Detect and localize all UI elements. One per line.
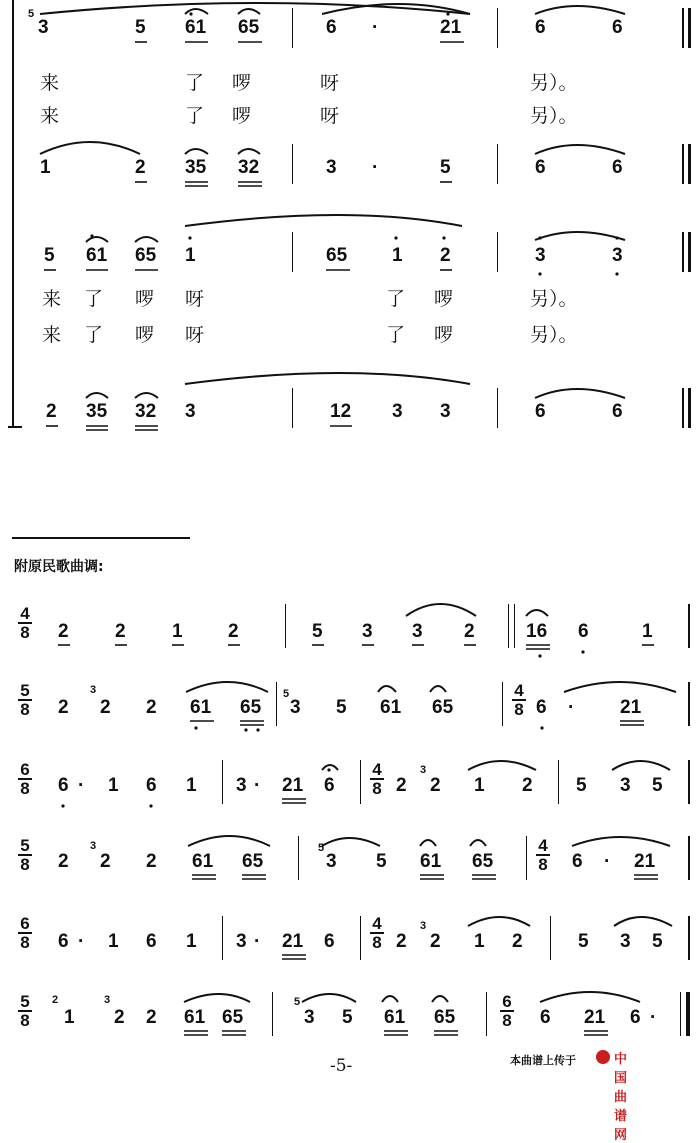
note: 12: [330, 401, 352, 422]
note: 65: [326, 245, 348, 266]
note: 5: [440, 157, 451, 178]
lyric: 呀: [185, 288, 205, 310]
lyric: 了: [185, 72, 205, 94]
note: 3: [440, 401, 451, 422]
logo-icon: [596, 1050, 610, 1064]
note: 1: [474, 775, 485, 796]
note: 2: [100, 851, 111, 872]
grace-note: 3: [420, 920, 427, 932]
note: 2: [512, 931, 523, 952]
note: 5: [336, 697, 347, 718]
note: 5: [576, 775, 587, 796]
note: 2: [396, 931, 407, 952]
time-signature: 5 8: [18, 683, 32, 717]
time-signature: 4 8: [512, 683, 526, 717]
grace-note: 5: [294, 996, 301, 1008]
note: 6: [612, 157, 623, 178]
note: 35: [86, 401, 108, 422]
grace-note: 5: [283, 688, 290, 700]
lyric: 另）。: [530, 324, 578, 346]
note: 1: [642, 621, 653, 642]
lyric: 啰: [434, 288, 454, 310]
note: 65: [238, 17, 260, 38]
note: 35: [185, 157, 207, 178]
note: 2: [135, 157, 146, 178]
note: 1: [186, 775, 197, 796]
note: 65: [432, 697, 454, 718]
note: 6: [536, 697, 547, 718]
note: 3: [290, 697, 301, 718]
note: 3: [535, 245, 546, 266]
note: 32: [135, 401, 157, 422]
note: 2: [146, 1007, 157, 1028]
note: 21: [282, 775, 304, 796]
note: 1: [186, 931, 197, 952]
note: 6: [630, 1007, 641, 1028]
note: 2: [146, 697, 157, 718]
dot: ·: [254, 931, 261, 952]
lyric: 来: [40, 105, 60, 127]
note: 6: [146, 931, 157, 952]
dot: ·: [372, 157, 379, 178]
note: 5: [44, 245, 55, 266]
dot: ·: [604, 851, 611, 872]
note: 2: [58, 621, 69, 642]
lyric: 啰: [434, 324, 454, 346]
note: 6: [58, 775, 69, 796]
note: 2: [114, 1007, 125, 1028]
note: 2: [228, 621, 239, 642]
note: 21: [584, 1007, 606, 1028]
lyric: 啰: [135, 324, 155, 346]
dot: ·: [78, 931, 85, 952]
note: 21: [634, 851, 656, 872]
note: 6: [146, 775, 157, 796]
note: 6: [58, 931, 69, 952]
note: 3: [392, 401, 403, 422]
note: 3: [612, 245, 623, 266]
note: 1: [474, 931, 485, 952]
note: 5: [312, 621, 323, 642]
lyric: 来: [42, 288, 62, 310]
note: 1: [392, 245, 403, 266]
note: 61: [86, 245, 108, 266]
note: 2: [58, 851, 69, 872]
lyric: 来: [42, 324, 62, 346]
time-signature: 6 8: [18, 762, 32, 796]
note: 6: [535, 17, 546, 38]
note: 61: [192, 851, 214, 872]
note: 3: [326, 851, 337, 872]
dot: ·: [78, 775, 85, 796]
note: 3: [620, 775, 631, 796]
note: 2: [396, 775, 407, 796]
note: 21: [282, 931, 304, 952]
grace-note: 2: [52, 994, 59, 1006]
note: 61: [190, 697, 212, 718]
note: 6: [572, 851, 583, 872]
lyric: 来: [40, 72, 60, 94]
lyric: 另）。: [530, 72, 578, 94]
note: 5: [135, 17, 146, 38]
note: 6: [324, 775, 335, 796]
note: 5: [578, 931, 589, 952]
logo-text: 中国曲谱网: [614, 1052, 628, 1143]
time-signature: 6 8: [500, 994, 514, 1028]
note: 2: [46, 401, 57, 422]
note: 5: [376, 851, 387, 872]
note: 61: [380, 697, 402, 718]
time-signature: 6 8: [18, 916, 32, 950]
lyric: 另）。: [530, 105, 578, 127]
note: 6: [540, 1007, 551, 1028]
note: 32: [238, 157, 260, 178]
grace-note: 3: [90, 684, 97, 696]
note: 2: [430, 931, 441, 952]
grace-note: 5: [318, 842, 325, 854]
note: 2: [522, 775, 533, 796]
grace-note: 3: [420, 764, 427, 776]
lyric: 另）。: [530, 288, 578, 310]
note: 3: [236, 775, 247, 796]
note: 6: [326, 17, 337, 38]
time-signature: 5 8: [18, 994, 32, 1028]
note: 3: [362, 621, 373, 642]
lyric: 了: [84, 324, 104, 346]
lyric: 了: [185, 105, 205, 127]
note: 5: [342, 1007, 353, 1028]
grace-note: 3: [104, 994, 111, 1006]
time-signature: 4 8: [536, 838, 550, 872]
note: 3: [326, 157, 337, 178]
note: 65: [472, 851, 494, 872]
note: 65: [222, 1007, 244, 1028]
lyric: 啰: [232, 72, 252, 94]
note: 6: [612, 17, 623, 38]
note: 6: [535, 157, 546, 178]
note: 65: [434, 1007, 456, 1028]
note: 6: [612, 401, 623, 422]
appendix-heading: 附原民歌曲调:: [14, 559, 104, 575]
note: 6: [578, 621, 589, 642]
note: 3: [304, 1007, 315, 1028]
note: 3: [620, 931, 631, 952]
dot: ·: [372, 17, 379, 38]
note: 65: [135, 245, 157, 266]
note: 21: [620, 697, 642, 718]
note: 2: [430, 775, 441, 796]
note: 61: [185, 17, 207, 38]
dot: ·: [650, 1007, 657, 1028]
dot: ·: [568, 697, 575, 718]
time-signature: 5 8: [18, 838, 32, 872]
note: 5: [652, 931, 663, 952]
lyric: 啰: [232, 105, 252, 127]
grace-note: 3: [90, 840, 97, 852]
note: 5: [652, 775, 663, 796]
note: 65: [242, 851, 264, 872]
note: 1: [64, 1007, 75, 1028]
grace-note: 5: [28, 8, 35, 20]
lyric: 呀: [320, 105, 340, 127]
note: 61: [384, 1007, 406, 1028]
upload-credit: 本曲谱上传于: [510, 1054, 576, 1067]
lyric: 了: [386, 324, 406, 346]
note: 1: [108, 775, 119, 796]
note: 2: [464, 621, 475, 642]
note: 2: [58, 697, 69, 718]
dot: ·: [254, 775, 261, 796]
note: 65: [240, 697, 262, 718]
note: 16: [526, 621, 548, 642]
note: 6: [324, 931, 335, 952]
lyric: 呀: [320, 72, 340, 94]
note: 3: [185, 401, 196, 422]
note: 6: [535, 401, 546, 422]
lyric: 呀: [185, 324, 205, 346]
page-number: -5-: [330, 1056, 353, 1076]
lyric: 啰: [135, 288, 155, 310]
lyric: 了: [386, 288, 406, 310]
time-signature: 4 8: [18, 606, 32, 640]
note: 1: [108, 931, 119, 952]
note: 1: [185, 245, 196, 266]
note: 2: [146, 851, 157, 872]
note: 61: [184, 1007, 206, 1028]
note: 21: [440, 17, 462, 38]
note: 3: [236, 931, 247, 952]
note: 3: [412, 621, 423, 642]
note: 2: [100, 697, 111, 718]
time-signature: 4 8: [370, 762, 384, 796]
lyric: 了: [84, 288, 104, 310]
time-signature: 4 8: [370, 916, 384, 950]
note: 2: [440, 245, 451, 266]
note: 2: [115, 621, 126, 642]
note: 3: [38, 17, 49, 38]
note: 61: [420, 851, 442, 872]
note: 1: [172, 621, 183, 642]
note: 1: [40, 157, 51, 178]
